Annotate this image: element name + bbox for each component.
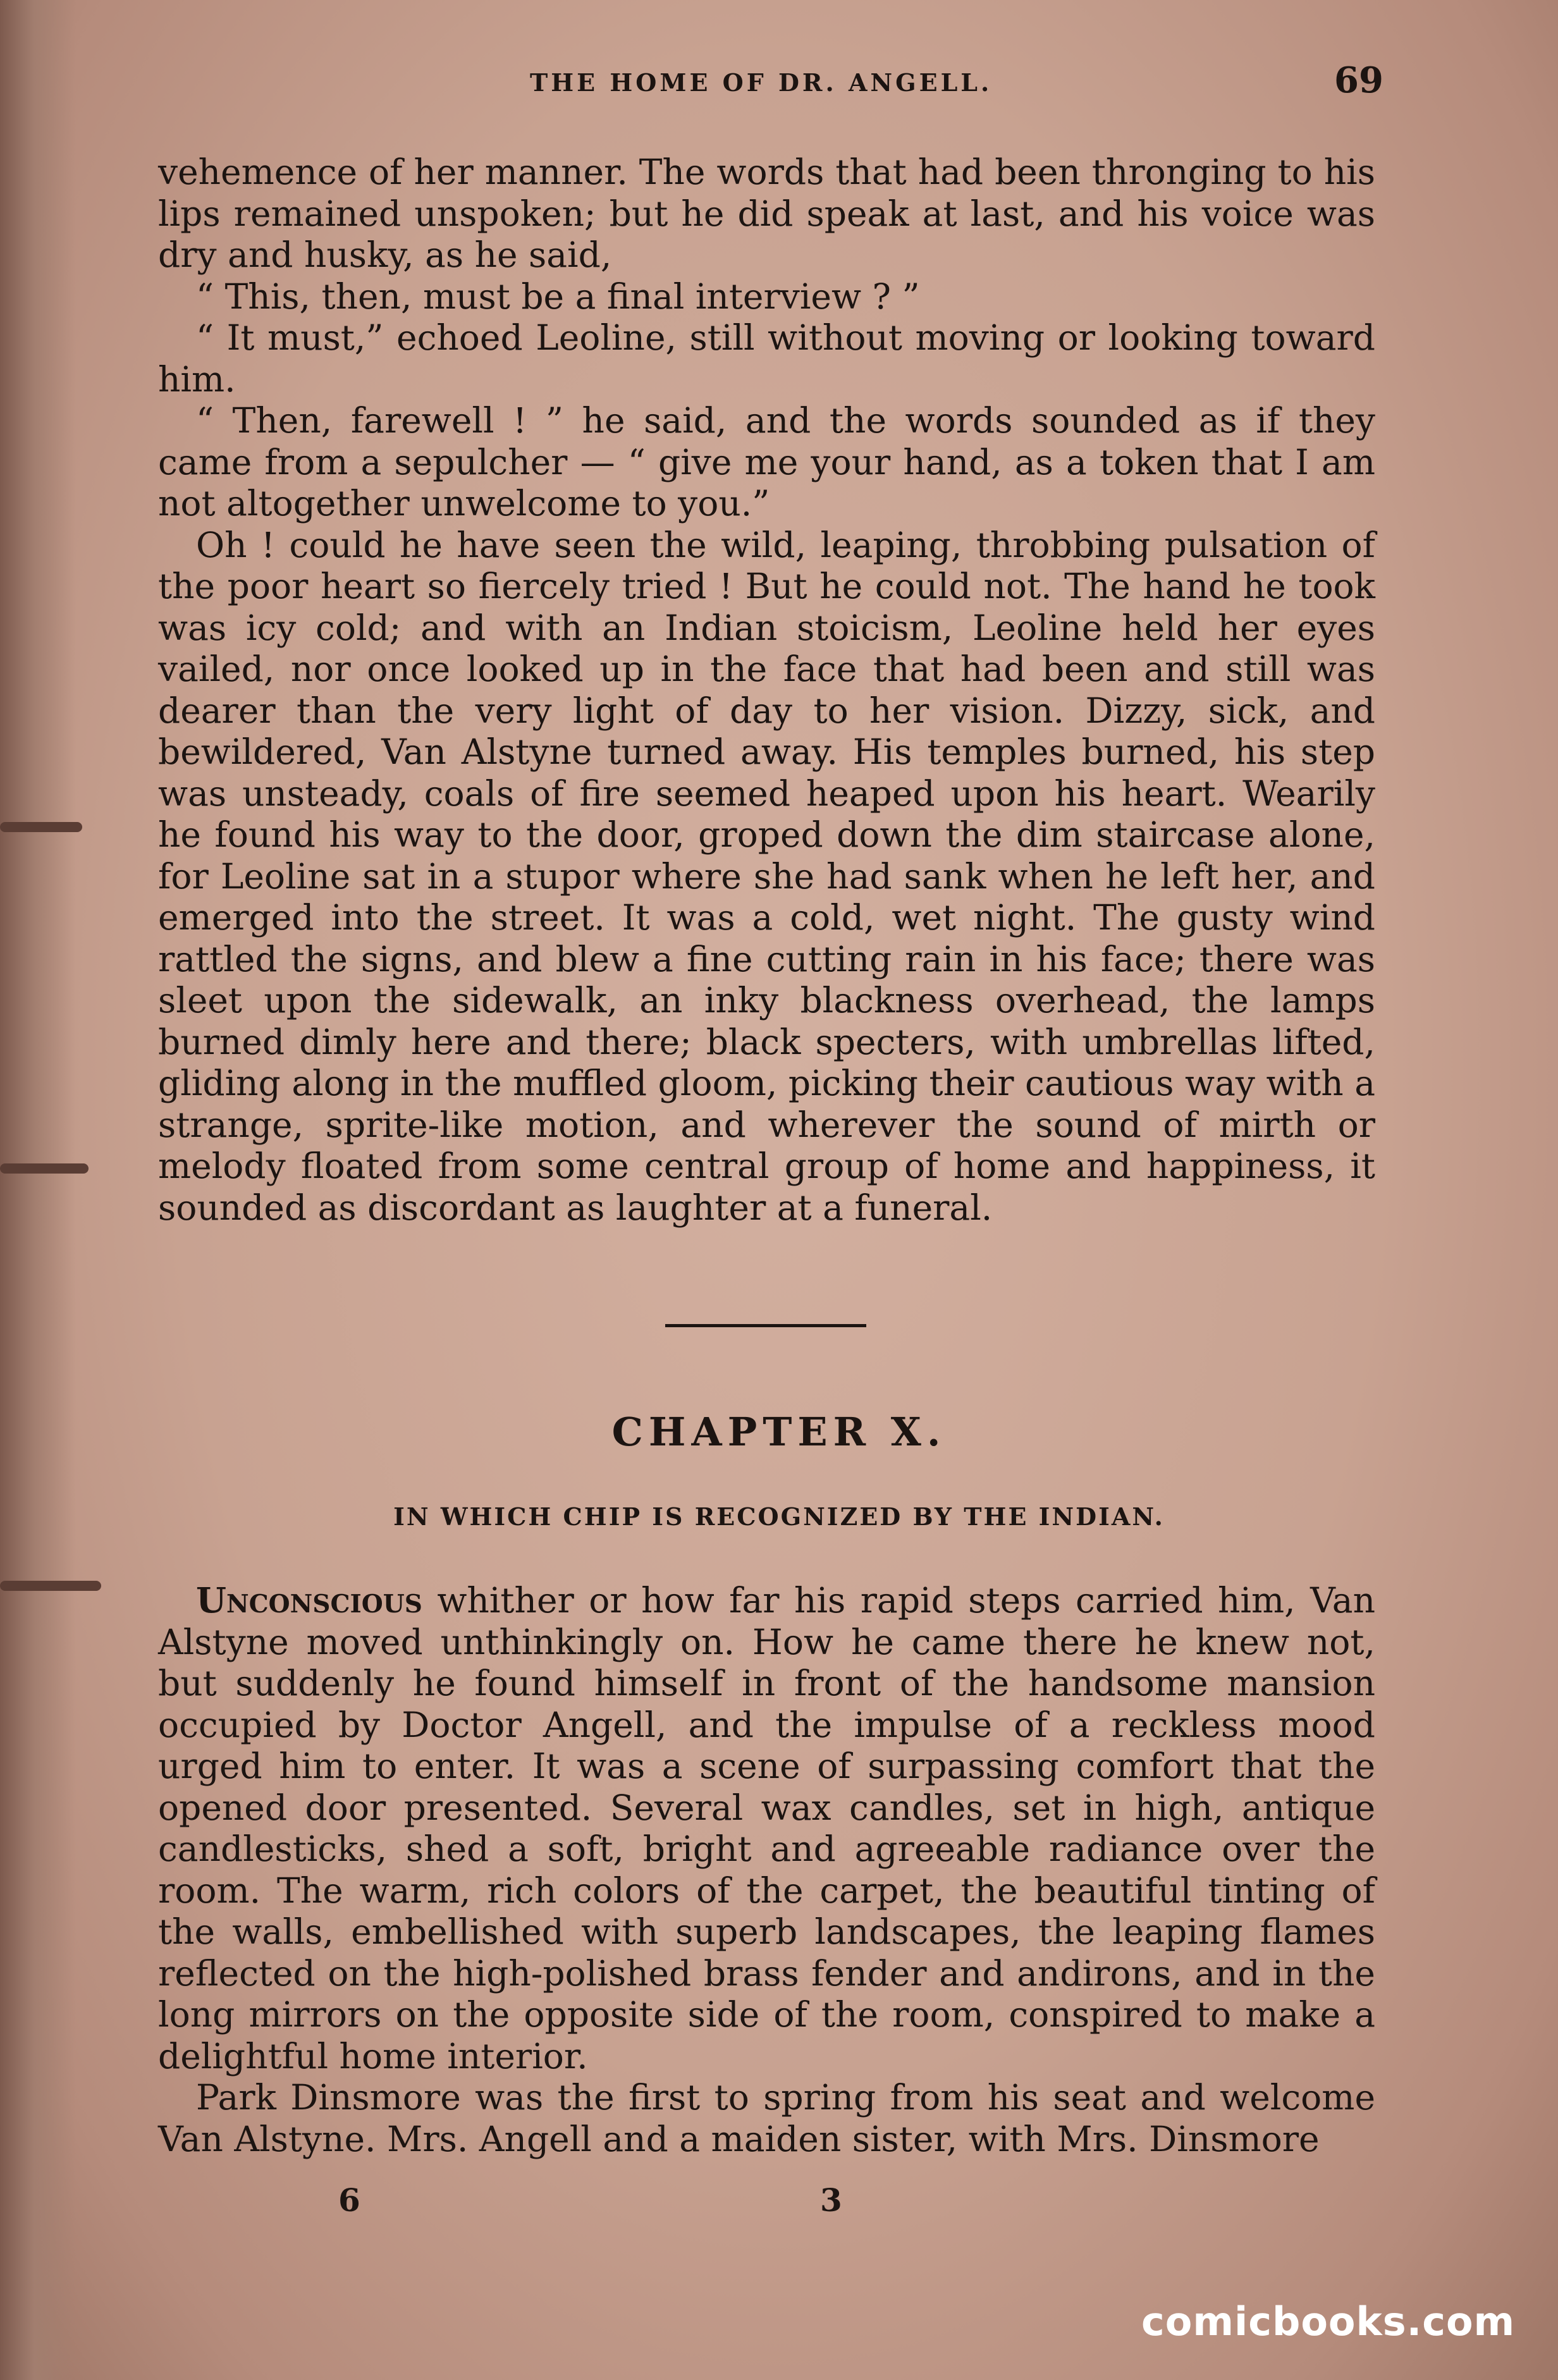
page-tear	[0, 1163, 89, 1174]
paragraph	[158, 1580, 1375, 2077]
page-tear	[0, 822, 82, 832]
opening-word: Unconscious	[196, 1580, 422, 1621]
page-number: 69	[1334, 59, 1383, 101]
chapter-subtitle: IN WHICH CHIP IS RECOGNIZED BY THE INDIAN.	[393, 1502, 1165, 1531]
paragraph: Park Dinsmore was the first to spring from his seat and welcome Van Alstyne. Mrs. Angell and a maiden sister, with Mrs. Dinsmore	[158, 2077, 1375, 2159]
paragraph-text: whither or how far his rapid steps carried him, Van Alstyne moved unthinkingly on. How he came there he knew not, but suddenly he found himself in front of the handsome mansion occupied by Doctor Angell, and the impulse of a reckless mood urged him to enter. It was a scene of surpassing comfort that the opened door presented. Several wax candles, set in high, antique candlesticks, shed a soft, bright and agreeable radiance over the room. The warm, rich colors of the carpet, the beautiful tinting of the walls, embellished with superb landscapes, the leaping flames reflected on the high-polished brass fender and andirons, and in the long mirrors on the opposite side of the room, conspired to make a delightful home interior.	[158, 1580, 1375, 2076]
printer-signatures	[0, 2181, 1558, 2226]
paragraph: “ This, then, must be a final interview ? ”	[196, 276, 920, 317]
chapter-text	[158, 1580, 1375, 2160]
signature-mark: 6	[338, 2181, 360, 2219]
page-tear	[0, 1581, 101, 1591]
paragraph: vehemence of her manner. The words that had been thronging to his lips remained unspoken; but he did speak at last, and his voice was dry and husky, as he said,	[158, 152, 1375, 275]
chapter-title: CHAPTER X.	[611, 1409, 947, 1455]
paragraph: Oh ! could he have seen the wild, leaping, throbbing pulsation of the poor heart so fiercely tried ! But he could not. The hand he took was icy cold; and with an Indian stoicism, Leoline held her eyes vailed, nor once looked up in the face that had been and still was dearer than the very light of day to her vision. Dizzy, sick, and bewildered, Van Alstyne turned away. His temples burned, his step was unsteady, coals of fire seemed heaped upon his heart. Wearily he found his way to the door, groped down the dim staircase alone, for Leoline sat in a stupor where she had sank when he left her, and emerged into the street. It was a cold, wet night. The gusty wind rattled the signs, and blew a fine cutting rain in his face; there was sleet upon the sidewalk, an inky blackness overhead, the lamps burned dimly here and there; black specters, with umbrellas lifted, gliding along in the muffled gloom, picking their cautious way with a strange, sprite-like motion, and wherever the sound of mirth or melody floated from some central group of home and happiness, it sounded as discordant as laughter at a funeral.	[158, 524, 1375, 1228]
running-head: THE HOME OF DR. ANGELL.	[530, 68, 993, 97]
paragraph: “ Then, farewell ! ” he said, and the words sounded as if they came from a sepulcher — “ give me your hand, as a token that I am not altogether unwelcome to you.”	[158, 400, 1375, 524]
page-header	[0, 56, 1558, 106]
signature-mark: 3	[820, 2181, 842, 2219]
paragraph: “ It must,” echoed Leoline, still without moving or looking toward him.	[158, 317, 1375, 400]
torn-page-edge	[0, 0, 76, 2380]
section-text	[158, 152, 1375, 1229]
watermark: comicbooks.com	[1141, 2298, 1516, 2345]
section-divider	[665, 1324, 866, 1327]
